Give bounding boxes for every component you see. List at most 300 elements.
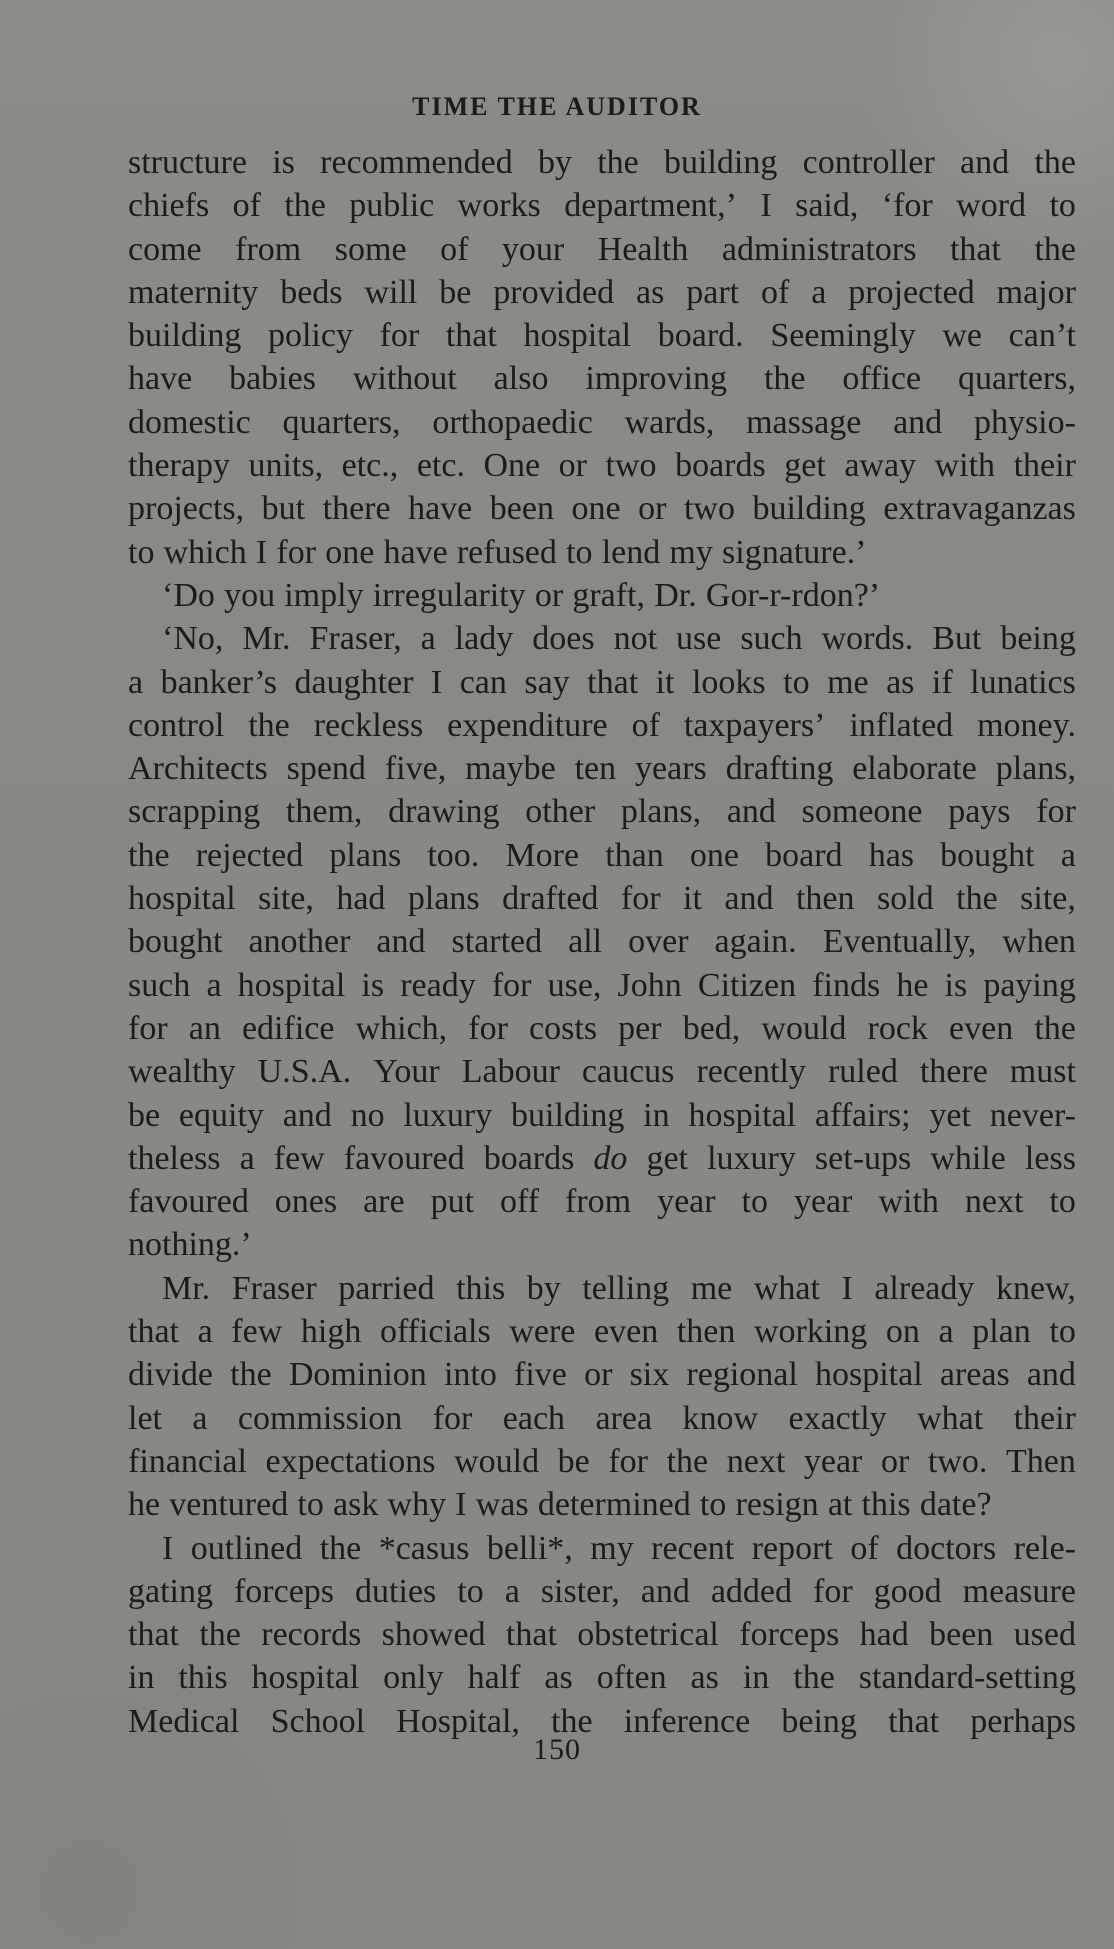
word: bed,	[682, 1009, 741, 1047]
text-line	[128, 401, 1076, 444]
word: showed	[381, 1616, 486, 1654]
word: that	[888, 1702, 940, 1740]
word: physio-	[973, 403, 1076, 441]
word: a	[504, 1572, 520, 1610]
word: and	[724, 880, 774, 918]
word: my	[590, 1529, 634, 1567]
text-line	[128, 877, 1076, 920]
word: and	[893, 403, 943, 441]
word: nothing.’	[128, 1226, 252, 1264]
word: years	[635, 750, 707, 788]
word: few	[273, 1139, 325, 1177]
word: can	[459, 663, 507, 701]
word: expenditure	[447, 706, 608, 744]
word: works	[457, 187, 541, 225]
word: hospital	[237, 966, 346, 1004]
word: even	[594, 1313, 659, 1351]
word: John	[617, 966, 682, 1004]
word: as	[636, 273, 665, 311]
word: determined	[537, 1486, 691, 1524]
body-text	[128, 141, 1076, 1743]
word: the	[793, 1659, 835, 1697]
text-line	[128, 141, 1076, 184]
word: had	[336, 880, 386, 918]
word: per	[618, 1009, 662, 1047]
word: More	[505, 836, 580, 874]
word: good	[873, 1572, 942, 1610]
word: their	[1013, 447, 1076, 485]
word: have	[383, 533, 448, 571]
word: for	[620, 880, 661, 918]
word: them,	[285, 793, 363, 831]
word: building	[752, 490, 866, 528]
word: building	[128, 317, 242, 355]
word: to	[699, 1486, 727, 1524]
word: only	[383, 1659, 444, 1697]
word: luxury	[707, 1139, 796, 1177]
word: Citizen	[697, 966, 797, 1004]
word: date?	[919, 1486, 992, 1524]
word: often	[596, 1659, 667, 1697]
word: inflated	[849, 706, 954, 744]
word: looks	[691, 663, 766, 701]
word: a	[938, 1313, 954, 1351]
word: why	[387, 1486, 447, 1524]
word: with	[878, 1183, 939, 1221]
word: Dr.	[654, 576, 697, 614]
word: U.S.A.	[257, 1053, 352, 1091]
running-head: TIME THE AUDITOR	[412, 92, 702, 121]
word: Fraser,	[309, 620, 402, 658]
word: at	[827, 1486, 853, 1524]
word: the	[230, 1356, 272, 1394]
word: favoured	[128, 1183, 249, 1221]
word: it	[655, 663, 675, 701]
word: caucus	[581, 1053, 675, 1091]
text-line	[128, 1483, 1076, 1526]
word: less	[1024, 1139, 1076, 1177]
word: School	[270, 1702, 366, 1740]
word: ask	[333, 1486, 379, 1524]
word: or	[558, 447, 587, 485]
word: I	[841, 1269, 853, 1307]
word: some	[334, 230, 407, 268]
word: but	[261, 490, 306, 528]
word: babies	[229, 360, 316, 398]
word: Mr.	[162, 1269, 211, 1307]
word: do	[593, 1139, 628, 1177]
text-line	[128, 1223, 1076, 1266]
word: Medical	[128, 1702, 240, 1740]
word: put	[430, 1183, 475, 1221]
word: belli*,	[486, 1529, 573, 1567]
word: words.	[821, 620, 914, 658]
word: then	[795, 880, 855, 918]
word: board	[765, 836, 843, 874]
word: drafting	[725, 750, 834, 788]
word: ‘for	[881, 187, 933, 225]
word: would	[761, 1009, 847, 1047]
word: for	[468, 1009, 508, 1047]
word: he	[896, 966, 929, 1004]
word: over	[628, 923, 689, 961]
word: I	[162, 1529, 174, 1567]
text-line	[128, 920, 1076, 963]
text-line	[128, 531, 1076, 574]
word: commission	[237, 1399, 403, 1437]
word: report	[751, 1529, 833, 1567]
word: two.	[927, 1442, 988, 1480]
word: what	[917, 1399, 984, 1437]
word: have	[408, 490, 473, 528]
word: Fraser	[231, 1269, 317, 1307]
word: controller	[802, 144, 935, 181]
word: which,	[355, 1009, 448, 1047]
word: the	[551, 1702, 593, 1740]
word: lunatics	[970, 663, 1076, 701]
word: rele-	[1013, 1529, 1076, 1567]
word: theless	[128, 1139, 221, 1177]
word: Mr.	[242, 620, 291, 658]
text-line	[128, 964, 1076, 1007]
text-line	[128, 704, 1076, 747]
word: wealthy	[128, 1053, 236, 1091]
word: plans,	[620, 793, 702, 831]
word: have	[128, 360, 193, 398]
word: get	[646, 1139, 689, 1177]
word: to	[1049, 187, 1076, 225]
word: or	[880, 1442, 910, 1480]
word: I	[430, 663, 443, 701]
text-line	[128, 1137, 1076, 1180]
word: from	[235, 230, 302, 268]
word: of	[631, 706, 660, 744]
word: and	[376, 923, 426, 961]
word: being	[781, 1702, 857, 1740]
word: I	[760, 187, 772, 225]
word: that	[128, 1616, 179, 1654]
word: for	[813, 1572, 853, 1610]
word: even	[949, 1009, 1014, 1047]
word: for	[276, 533, 317, 571]
word: perhaps	[970, 1702, 1076, 1740]
word: be	[128, 1096, 161, 1134]
word: are	[363, 1183, 405, 1221]
text-line	[128, 1007, 1076, 1050]
word: structure	[128, 144, 247, 181]
word: obstetrical	[577, 1616, 719, 1654]
word: lend	[601, 533, 661, 571]
word: to	[566, 533, 593, 571]
text-line	[128, 1310, 1076, 1353]
word: to	[1049, 1183, 1076, 1221]
word: one	[689, 836, 739, 874]
word: a	[1060, 836, 1076, 874]
word: measure	[962, 1572, 1076, 1610]
word: this	[178, 1659, 228, 1697]
word: year	[793, 1183, 853, 1221]
word: a	[420, 620, 436, 658]
word: was	[475, 1486, 529, 1524]
word: I	[455, 1486, 467, 1524]
word: projects,	[128, 490, 245, 528]
word: of	[440, 230, 469, 268]
word: me	[827, 663, 869, 701]
word: or	[584, 1356, 613, 1394]
word: records	[261, 1616, 362, 1654]
word: know	[682, 1399, 759, 1437]
word: does	[532, 620, 595, 658]
word: standard-setting	[858, 1659, 1076, 1697]
word: will	[364, 273, 418, 311]
word: bought	[128, 923, 223, 961]
word: come	[128, 230, 202, 268]
word: recent	[651, 1529, 735, 1567]
word: public	[349, 187, 435, 225]
word: I	[255, 533, 268, 571]
word: which	[163, 533, 247, 571]
word: their	[1013, 1399, 1076, 1437]
word: a	[192, 1399, 208, 1437]
word: if	[931, 663, 953, 701]
word: ready	[400, 966, 476, 1004]
word: and	[640, 1572, 690, 1610]
word: when	[1002, 923, 1076, 961]
word: expectations	[265, 1442, 436, 1480]
word: two	[605, 447, 657, 485]
word: has	[868, 836, 915, 874]
word: high	[300, 1313, 362, 1351]
word: Seemingly	[770, 317, 916, 355]
word: six	[629, 1356, 670, 1394]
word: inference	[623, 1702, 751, 1740]
word: resign	[735, 1486, 819, 1524]
word: pays	[948, 793, 1011, 831]
word: that	[949, 230, 1001, 268]
word: to	[783, 663, 810, 701]
word: imply	[284, 576, 364, 614]
word: of	[761, 273, 790, 311]
word: also	[493, 360, 549, 398]
word: plan	[972, 1313, 1031, 1351]
text-line	[128, 1267, 1076, 1310]
word: provided	[493, 273, 615, 311]
word: the	[284, 187, 326, 225]
word: set-ups	[814, 1139, 912, 1177]
word: irregularity	[372, 576, 526, 614]
word: outlined	[190, 1529, 303, 1567]
word: forceps	[233, 1572, 335, 1610]
word: areas	[939, 1356, 1010, 1394]
word: must	[1009, 1053, 1076, 1091]
word: for	[491, 966, 532, 1004]
word: site,	[258, 880, 314, 918]
word: in	[128, 1659, 155, 1697]
word: other	[525, 793, 596, 831]
word: a	[128, 663, 144, 701]
word: scrapping	[128, 793, 261, 831]
word: as	[690, 1659, 719, 1697]
word: ruled	[827, 1053, 898, 1091]
word: already	[874, 1269, 975, 1307]
word: recently	[696, 1053, 806, 1091]
word: you	[224, 576, 276, 614]
word: Labour	[461, 1053, 560, 1091]
word: as	[886, 663, 915, 701]
word: five,	[384, 750, 447, 788]
word: control	[128, 706, 225, 744]
word: half	[467, 1659, 521, 1697]
word: doctors	[896, 1529, 997, 1567]
word: Gor-r-rdon?’	[705, 576, 881, 614]
word: next	[964, 1183, 1024, 1221]
word: department,’	[564, 187, 737, 225]
word: ‘Do	[162, 576, 215, 614]
word: improving	[585, 360, 728, 398]
word: a	[811, 273, 827, 311]
word: etc.	[416, 447, 465, 485]
word: hospital	[128, 880, 236, 918]
word: parried	[338, 1269, 435, 1307]
word: graft,	[572, 576, 646, 614]
text-line	[128, 357, 1076, 400]
word: year	[803, 1442, 863, 1480]
word: drawing	[388, 793, 500, 831]
word: as	[544, 1659, 573, 1697]
word: the	[128, 836, 170, 874]
word: Dominion	[288, 1356, 427, 1394]
word: edifice	[241, 1009, 335, 1047]
word: extravaganzas	[883, 490, 1076, 528]
word: of	[850, 1529, 879, 1567]
word: major	[996, 273, 1076, 311]
word: such	[740, 620, 803, 658]
text-line	[128, 1613, 1076, 1656]
word: to	[1049, 1313, 1076, 1351]
word: the	[763, 360, 806, 398]
word: started	[451, 923, 543, 961]
word: affairs;	[814, 1096, 911, 1134]
word: we	[942, 317, 983, 355]
word: *casus	[378, 1529, 470, 1567]
text-line	[128, 444, 1076, 487]
word: by	[537, 144, 572, 181]
word: is	[944, 966, 968, 1004]
word: etc.,	[341, 447, 399, 485]
word: One	[483, 447, 541, 485]
word: there	[919, 1053, 988, 1091]
word: Health	[597, 230, 689, 268]
word: without	[352, 360, 457, 398]
text-line	[128, 487, 1076, 530]
word: say	[524, 663, 570, 701]
word: part	[686, 273, 740, 311]
text-line	[128, 314, 1076, 357]
word: quarters,	[957, 360, 1076, 398]
word: building	[664, 144, 778, 181]
word: bought	[940, 836, 1035, 874]
word: rock	[867, 1009, 928, 1047]
word: word	[956, 187, 1027, 225]
word: with	[934, 447, 996, 485]
word: and	[282, 1096, 332, 1134]
word: than	[605, 836, 664, 874]
word: of	[232, 187, 261, 225]
word: projected	[848, 273, 975, 311]
word: year	[657, 1183, 716, 1221]
word: plans	[329, 836, 402, 874]
word: luxury	[403, 1096, 493, 1134]
text-line	[128, 661, 1076, 704]
word: by	[526, 1269, 561, 1307]
word: were	[509, 1313, 576, 1351]
word: orthopaedic	[432, 403, 593, 441]
word: been	[929, 1616, 994, 1654]
word: what	[753, 1269, 820, 1307]
text-line	[128, 574, 1076, 617]
word: plans,	[995, 750, 1076, 788]
word: knew,	[995, 1269, 1076, 1307]
word: and	[960, 144, 1010, 181]
word: added	[710, 1572, 793, 1610]
word: exactly	[788, 1399, 887, 1437]
word: each	[502, 1399, 566, 1437]
word: the	[1034, 144, 1076, 181]
word: banker’s	[160, 663, 278, 701]
word: let	[128, 1399, 162, 1437]
word: a	[206, 966, 222, 1004]
text-line	[128, 228, 1076, 271]
word: again.	[714, 923, 797, 961]
word: for	[608, 1442, 648, 1480]
text-line	[128, 747, 1076, 790]
word: rejected	[195, 836, 304, 874]
word: area	[595, 1399, 653, 1437]
word: that	[505, 1616, 557, 1654]
word: forceps	[739, 1616, 840, 1654]
word: used	[1013, 1616, 1076, 1654]
word: being	[1000, 620, 1076, 658]
word: said,	[795, 187, 859, 225]
word: the	[199, 1616, 241, 1654]
word: in	[742, 1659, 770, 1697]
word: or	[534, 576, 564, 614]
word: massage	[746, 403, 862, 441]
text-line	[128, 271, 1076, 314]
word: the	[1034, 1009, 1076, 1047]
word: maybe	[465, 750, 556, 788]
word: the	[1034, 230, 1076, 268]
word: someone	[801, 793, 923, 831]
word: your	[501, 230, 565, 268]
word: the	[319, 1529, 362, 1567]
word: signature.’	[722, 533, 867, 571]
word: spend	[286, 750, 366, 788]
word: or	[638, 490, 667, 528]
text-line	[128, 1527, 1076, 1570]
text-line	[128, 1180, 1076, 1223]
word: he	[128, 1486, 161, 1524]
text-line	[128, 1397, 1076, 1440]
word: refused	[456, 533, 557, 571]
word: that	[587, 663, 639, 701]
word: ‘No,	[162, 620, 224, 658]
word: into	[443, 1356, 497, 1394]
word: maternity	[128, 273, 259, 311]
word: ventured	[169, 1486, 289, 1524]
word: this	[861, 1486, 911, 1524]
word: away	[844, 447, 917, 485]
